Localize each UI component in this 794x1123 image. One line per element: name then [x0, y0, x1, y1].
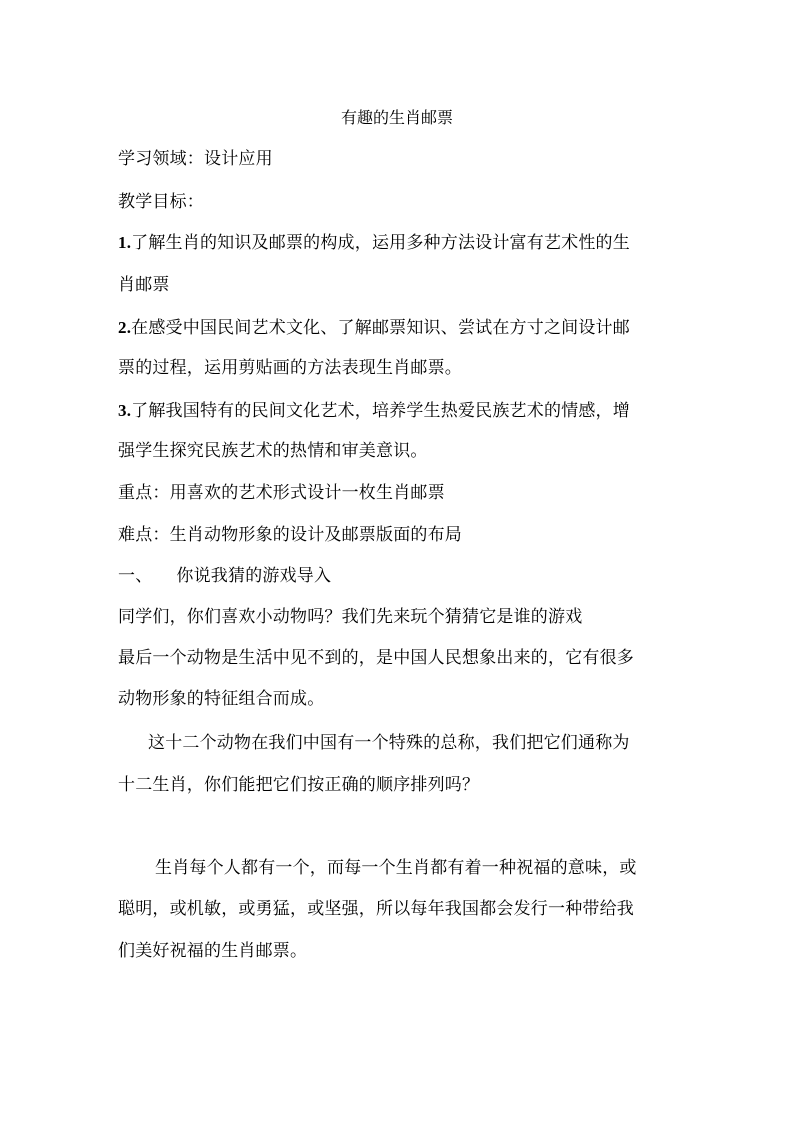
paragraph-2-line-2: 动物形象的特征组合而成。: [118, 689, 325, 709]
section-1-number: 一、: [118, 566, 153, 586]
section-1-heading: [118, 566, 331, 586]
objective-3-line-2: 强学生探究民族艺术的热情和审美意识。: [118, 441, 428, 461]
objective-1-line-2: 肖邮票: [118, 275, 170, 295]
objective-2-line-2: 票的过程，运用剪贴画的方法表现生肖邮票。: [118, 358, 462, 378]
objective-1-line-1: [118, 233, 630, 253]
objectives-heading: 教学目标：: [118, 192, 204, 212]
objective-2-number: 2.: [118, 318, 132, 337]
objective-3-line-1: [118, 401, 630, 421]
objective-2-text: 在感受中国民间艺术文化、了解邮票知识、尝试在方寸之间设计邮: [131, 318, 630, 338]
paragraph-4-line-2: 聪明，或机敏，或勇猛，或坚强，所以每年我国都会发行一种带给我: [118, 899, 634, 919]
paragraph-1: 同学们，你们喜欢小动物吗？我们先来玩个猜猜它是谁的游戏: [118, 607, 583, 627]
difficulty-point: 难点：生肖动物形象的设计及邮票版面的布局: [118, 525, 462, 545]
paragraph-3-line-1: 这十二个动物在我们中国有一个特殊的总称，我们把它们通称为: [148, 733, 630, 753]
paragraph-3-line-2: 十二生肖，你们能把它们按正确的顺序排列吗？: [118, 775, 480, 795]
objective-2-line-1: [118, 318, 630, 338]
section-1-title: 你说我猜的游戏导入: [176, 566, 332, 586]
objective-3-text: 了解我国特有的民间文化艺术，培养学生热爱民族艺术的情感，增: [131, 401, 630, 421]
objective-1-number: 1.: [118, 233, 132, 252]
document-title: 有趣的生肖邮票: [340, 108, 453, 127]
learning-field: 学习领域：设计应用: [118, 149, 273, 169]
paragraph-4-line-1: 生肖每个人都有一个，而每一个生肖都有着一种祝福的意味，或: [155, 858, 637, 878]
paragraph-2-line-1: 最后一个动物是生活中见不到的，是中国人民想象出来的，它有很多: [118, 648, 634, 668]
objective-3-number: 3.: [118, 401, 132, 420]
key-point: 重点：用喜欢的艺术形式设计一枚生肖邮票: [118, 483, 445, 503]
objective-1-text: 了解生肖的知识及邮票的构成，运用多种方法设计富有艺术性的生: [131, 233, 630, 253]
paragraph-4-line-3: 们美好祝福的生肖邮票。: [118, 941, 308, 961]
